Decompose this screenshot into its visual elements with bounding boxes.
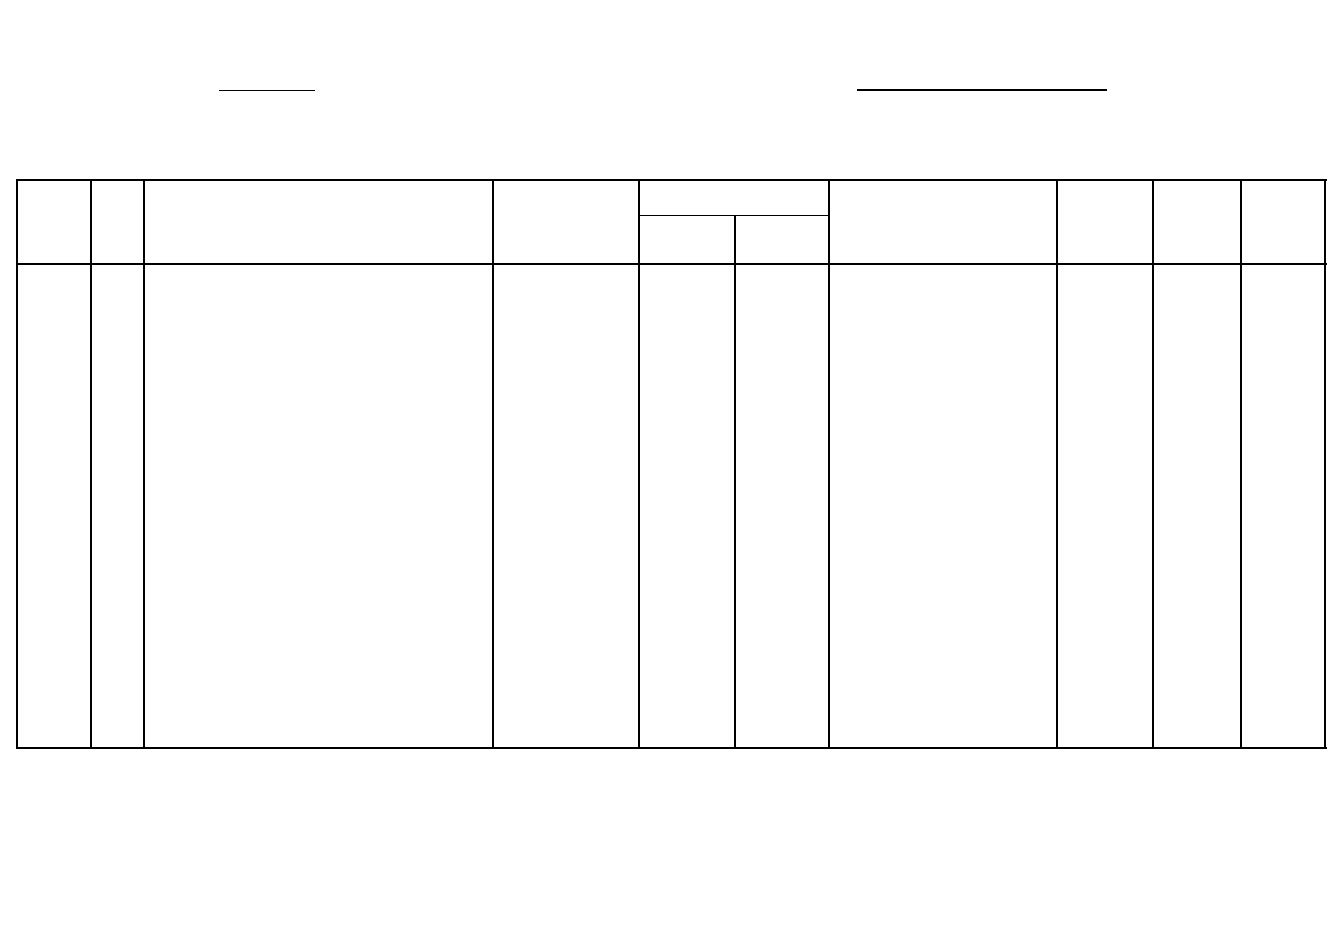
motto-underline bbox=[857, 89, 1107, 91]
col-header-day bbox=[17, 180, 91, 264]
col-header-resp-leader bbox=[639, 216, 735, 264]
col-header-resp-dept bbox=[735, 216, 829, 264]
duty-leader-cell bbox=[1057, 264, 1153, 486]
day-cell bbox=[17, 264, 91, 486]
vline bbox=[1240, 179, 1242, 749]
vline bbox=[1152, 179, 1154, 749]
table-border-bottom bbox=[16, 747, 1327, 749]
vline bbox=[638, 179, 640, 749]
col-header-time bbox=[91, 180, 144, 264]
header-left-divider bbox=[219, 90, 315, 91]
col-header-responsible bbox=[639, 180, 829, 216]
table-border-top bbox=[16, 179, 1327, 181]
vline bbox=[16, 179, 18, 749]
col-header-location bbox=[493, 180, 639, 264]
vline bbox=[90, 179, 92, 749]
vline bbox=[1056, 179, 1058, 749]
col-header-content bbox=[144, 180, 493, 264]
duty-clinic-cell bbox=[1153, 264, 1241, 486]
col-header-duty-care bbox=[1241, 180, 1325, 264]
vline bbox=[492, 179, 494, 749]
col-header-duty-clinic bbox=[1153, 180, 1241, 264]
vline bbox=[734, 215, 736, 749]
vline bbox=[828, 179, 830, 749]
vline bbox=[143, 179, 145, 749]
header-bottom-line bbox=[16, 263, 1327, 265]
col-header-participants bbox=[829, 180, 1057, 264]
col-header-duty-leader bbox=[1057, 180, 1153, 264]
vline bbox=[1324, 179, 1326, 749]
